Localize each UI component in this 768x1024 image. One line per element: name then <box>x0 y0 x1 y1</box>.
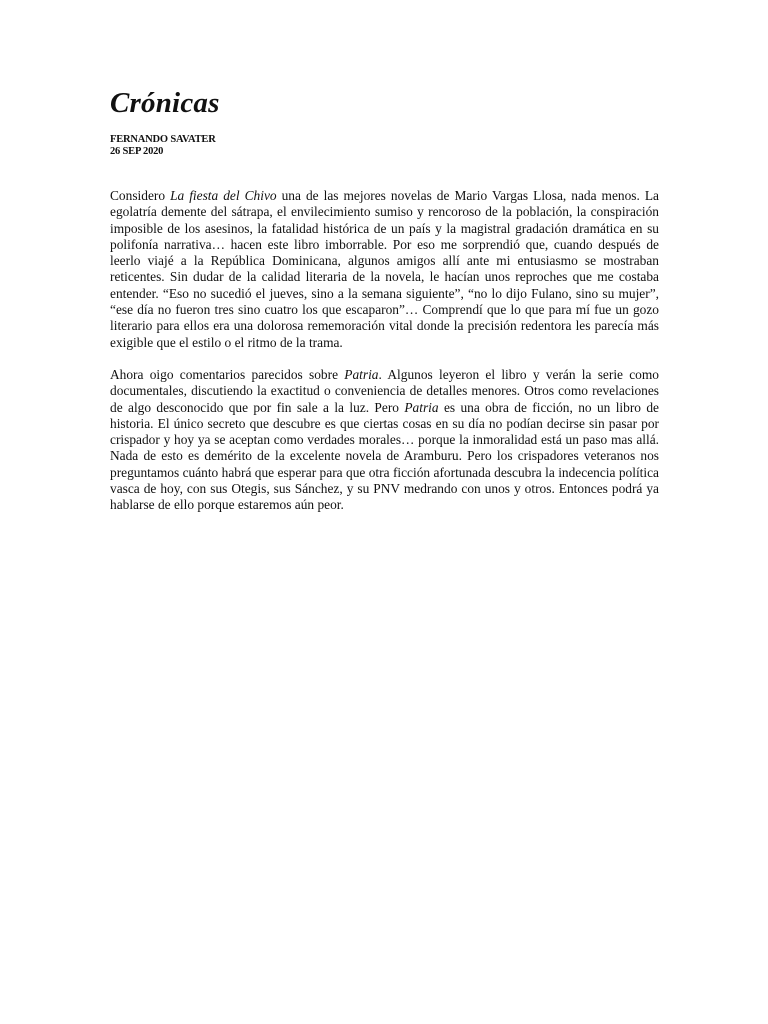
paragraph-2-text: Ahora oigo comentarios parecidos sobre <box>110 366 345 382</box>
article-body <box>110 188 659 514</box>
author-name: FERNANDO SAVATER <box>110 134 216 145</box>
paragraph-2-text: . Algunos leyeron el libro y verán la serie como documentales, discutiendo la exactitud o conveniencia de detalles menores. Otros como revelaciones de algo desconocido que por fin sale a la luz. Pero <box>110 366 659 415</box>
paragraph-1-text: una de las mejores novelas de Mario Vargas Llosa, nada menos. La egolatría demente del sátrapa, el envilecimiento sumiso y rencoroso de la población, la conspiración imposible de los asesinos, la fatalidad histórica de un país y la magistral gradación dramática en su polifonía narrativa… hacen este libro imborrable. Por eso me sorprendió que, cuando después de leerlo viajé a la República Dominicana, algunos amigos allí ante mi entusiasmo se mostraban reticentes. Sin dudar de la calidad literaria de la novela, le hacían unos reproches que me costaba entender. “Eso no sucedió el jueves, sino a la semana siguiente”, “no lo dijo Fulano, sino su mujer”, “ese día no fueron tres sino cuatro los que escaparon”… Comprendí que lo que para mí fue un gozo literario para ellos era una dolorosa rememoración vital donde la precisión redentora les parecía más exigible que el estilo o el ritmo de la trama. <box>110 188 659 350</box>
document-page <box>110 85 659 530</box>
book-title-patria: Patria <box>344 366 379 382</box>
book-title-la-fiesta-del-chivo: La fiesta del Chivo <box>170 188 277 203</box>
byline <box>110 134 659 158</box>
paragraph-1 <box>110 188 659 351</box>
book-title-patria: Patria <box>404 399 439 415</box>
paragraph-1-text: Considero <box>110 188 171 203</box>
paragraph-2 <box>110 367 659 514</box>
paragraph-2-text: es una obra de ficción, no un libro de historia. El único secreto que descubre es que ciertas cosas en su día no podían decirse sin pasar por crispador y hoy ya se aceptan como verdades morales… porque la inmoralidad está un paso mas allá. Nada de esto es demérito de la excelente novela de Aramburu. Pero los crispadores veteranos nos preguntamos cuánto habrá que esperar para que otra ficción afortunada descubra la indecencia política vasca de hoy, con sus Otegis, sus Sánchez, y su PNV medrando con unos y otros. Entonces podrá ya hablarse de ello porque estaremos aún peor. <box>110 399 659 513</box>
section-title: Crónicas <box>110 87 220 119</box>
publication-date: 26 SEP 2020 <box>110 146 164 157</box>
